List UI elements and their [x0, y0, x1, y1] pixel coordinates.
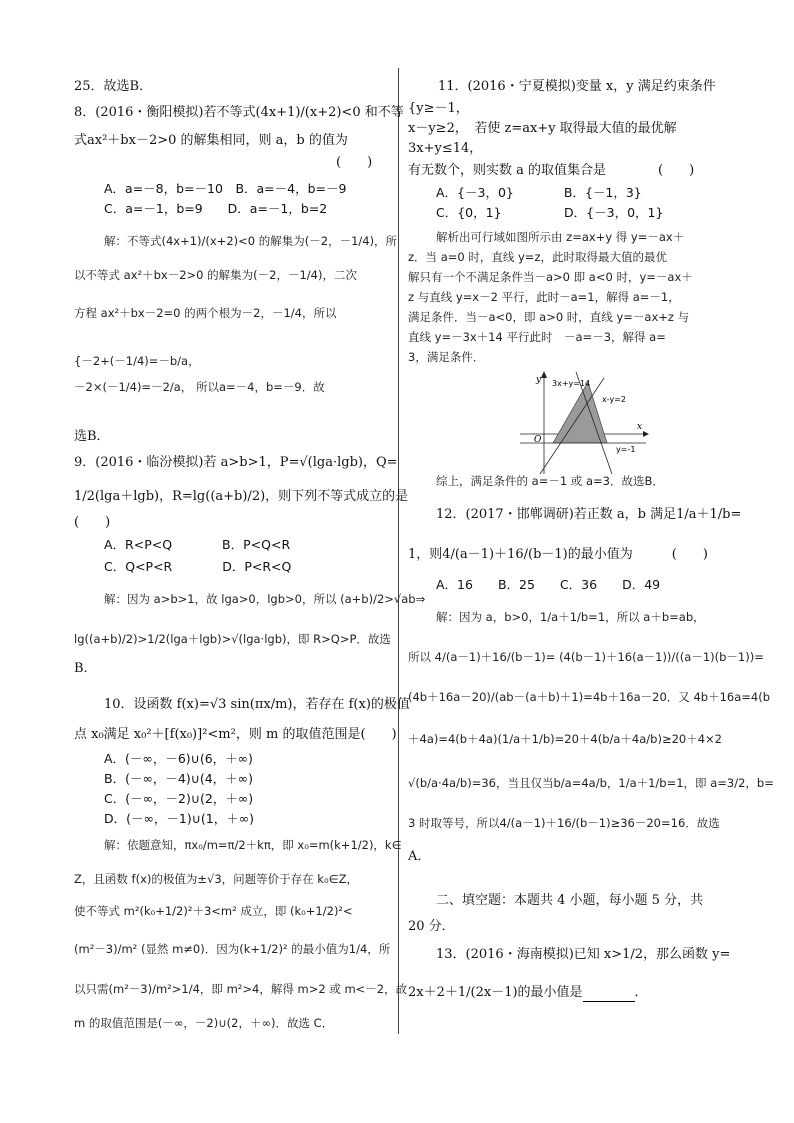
answer-blank[interactable] [583, 989, 635, 1002]
option-line: A．{－3，0} B．{－1，3} [436, 185, 642, 200]
solution-line: 解：因为 a>b>1，故 lga>0，lgb>0，所以 (a+b)/2>√ab⇒ [104, 592, 426, 606]
question-9: 9．(2016・临汾模拟)若 a>b>1，P=√(lga·lgb)，Q= [74, 455, 398, 470]
text-line: 1/2(lga＋lgb)，R=lg((a+b)/2)，则下列不等式成立的是 [74, 489, 409, 504]
option-line: A．R<P<Q B．P<Q<R [104, 537, 291, 552]
question-8: 8．(2016・衡阳模拟)若不等式(4x+1)/(x+2)<0 和不等 [74, 105, 404, 120]
option-line: C．{0，1} D．{－3，0，1} [436, 205, 664, 220]
solution-line: Z，且函数 f(x)的极值为±√3，问题等价于存在 k₀∈Z， [74, 872, 358, 886]
solution-line: ＋4a)=4(b＋4a)(1/a＋1/b)=20＋4(b/a＋4a/b)≥20＋4×2 [408, 732, 722, 746]
text-line: 点 x₀满足 x₀²＋[f(x₀)]²<m²，则 m 的取值范围是( ) [74, 727, 397, 742]
solution-line: 解只有一个不满足条件当－a>0 即 a<0 时，y=－ax＋ [408, 270, 693, 284]
question-12: 12．(2017・邯郸调研)若正数 a，b 满足1/a＋1/b= [436, 507, 742, 522]
option-line: A．(－∞，－6)∪(6，＋∞) [104, 751, 253, 766]
solution-line: m 的取值范围是(－∞，－2)∪(2，＋∞)．故选 C． [74, 1016, 334, 1030]
option-line: A．a=－8，b=－10 B．a=－4，b=－9 [104, 181, 347, 196]
constraint-line: {y≥－1， [408, 101, 469, 116]
option-line: D．(－∞，－1)∪(1，＋∞) [104, 811, 255, 826]
solution-line: 以只需(m²－3)/m²>1/4，即 m²>4，解得 m>2 或 m<－2，故 [74, 982, 408, 996]
origin-label: O [534, 435, 542, 445]
solution-line: 解析出可行域如图所示由 z=ax+y 得 y=－ax＋ [436, 230, 685, 244]
text-line [408, 984, 648, 1002]
solution-line: {－2+(－1/4)=－b/a， [74, 354, 200, 368]
period: ． [634, 985, 648, 1000]
section-heading: 二、填空题：本题共 4 小题，每小题 5 分，共 [436, 893, 704, 908]
solution-line: √(b/a·4a/b)=36，当且仅当b/a=4a/b，1/a＋1/b=1，即 a=3/2，b= [408, 776, 774, 790]
line-label-x-y-2: x-y=2 [602, 395, 627, 404]
text-line: 1，则4/(a－1)＋16/(b－1)的最小值为 ( ) [408, 547, 708, 562]
solution-line: z 与直线 y=x－2 平行，此时－a=1，解得 a=－1， [408, 290, 680, 304]
question-11: 11．(2016・宁夏模拟)变量 x，y 满足约束条件 [438, 79, 716, 94]
solution-line: 解：不等式(4x+1)/(x+2)<0 的解集为(－2，－1/4)，所 [104, 234, 398, 248]
solution-line: 3，满足条件． [408, 350, 485, 364]
constraint-line: x－y≥2， 若使 z=ax+y 取得最大值的最优解 [408, 121, 677, 136]
constraint-line: 3x+y≤14， [408, 141, 483, 156]
column-divider [398, 68, 399, 1034]
option-line: B．(－∞，－4)∪(4，＋∞) [104, 771, 253, 786]
text-line: 选B． [74, 429, 110, 444]
x-axis-label: x [637, 422, 643, 432]
answer-bracket: ( ) [74, 515, 111, 530]
solution-line: lg((a+b)/2)>1/2(lga＋lgb)>√(lga·lgb)，即 R>Q>P．故选 [74, 632, 391, 646]
solution-line: 3 时取等号，所以4/(a－1)＋16/(b－1)≥36－20=16．故选 [408, 816, 720, 830]
solution-line: 直线 y=－3x＋14 平行此时 －a=－3，解得 a= [408, 330, 666, 344]
solution-line: 使不等式 m²(k₀+1/2)²＋3<m² 成立，即 (k₀+1/2)²< [74, 904, 353, 918]
option-line: C．(－∞，－2)∪(2，＋∞) [104, 791, 254, 806]
question-13: 13．(2016・海南模拟)已知 x>1/2，那么函数 y= [436, 947, 731, 962]
solution-line: 以不等式 ax²＋bx－2>0 的解集为(－2，－1/4)，二次 [74, 268, 357, 282]
y-axis-label: y [536, 375, 542, 385]
text-line: B． [74, 661, 97, 676]
answer-bracket: ( ) [336, 155, 373, 170]
text-line: A． [408, 849, 431, 864]
line-label-3x-y-14: 3x+y=14 [552, 379, 591, 388]
solution-line: 解：依题意知，πx₀/m=π/2＋kπ，即 x₀=m(k+1/2)，k∈ [104, 838, 402, 852]
solution-line: 满足条件．当－a<0，即 a>0 时，直线 y=－ax+z 与 [408, 310, 690, 324]
text-line: 25．故选B． [74, 79, 153, 94]
option-line: A．16 B．25 C．36 D．49 [436, 577, 661, 592]
solution-line: 所以 4/(a－1)＋16/(b－1)= (4(b－1)＋16(a－1))/((a－1)(b－1))= [408, 650, 764, 664]
text-line: 式ax²＋bx－2>0 的解集相同，则 a，b 的值为 [74, 133, 348, 148]
solution-line: －2×(－1/4)=－2/a， 所以a=－4，b=－9．故 [74, 380, 325, 394]
solution-line: (m²－3)/m² (显然 m≠0)．因为(k+1/2)² 的最小值为1/4，所 [74, 942, 391, 956]
feasible-region-graph [516, 370, 650, 476]
question-10: 10．设函数 f(x)=√3 sin(πx/m)，若存在 f(x)的极值 [104, 697, 410, 712]
line-label-y-neg1: y=-1 [616, 445, 636, 454]
option-line: C．Q<P<R D．P<R<Q [104, 559, 292, 574]
option-line: C．a=－1，b=9 D．a=－1，b=2 [104, 201, 328, 216]
solution-line: (4b＋16a－20)/(ab－(a＋b)＋1)=4b＋16a－20．又 4b＋16a=4(b [408, 690, 770, 704]
question-13-text: 2x＋2＋1/(2x－1)的最小值是 [408, 985, 583, 1000]
solution-line: z．当 a=0 时，直线 y=z，此时取得最大值的最优 [408, 250, 667, 264]
solution-line: 解：因为 a，b>0，1/a＋1/b=1，所以 a＋b=ab， [436, 610, 705, 624]
solution-line: 方程 ax²＋bx－2=0 的两个根为－2，－1/4，所以 [74, 306, 337, 320]
section-heading: 20 分． [408, 919, 455, 934]
solution-line: 综上，满足条件的 a=－1 或 a=3．故选B． [436, 474, 664, 488]
text-line: 有无数个，则实数 a 的取值集合是 ( ) [408, 163, 695, 178]
